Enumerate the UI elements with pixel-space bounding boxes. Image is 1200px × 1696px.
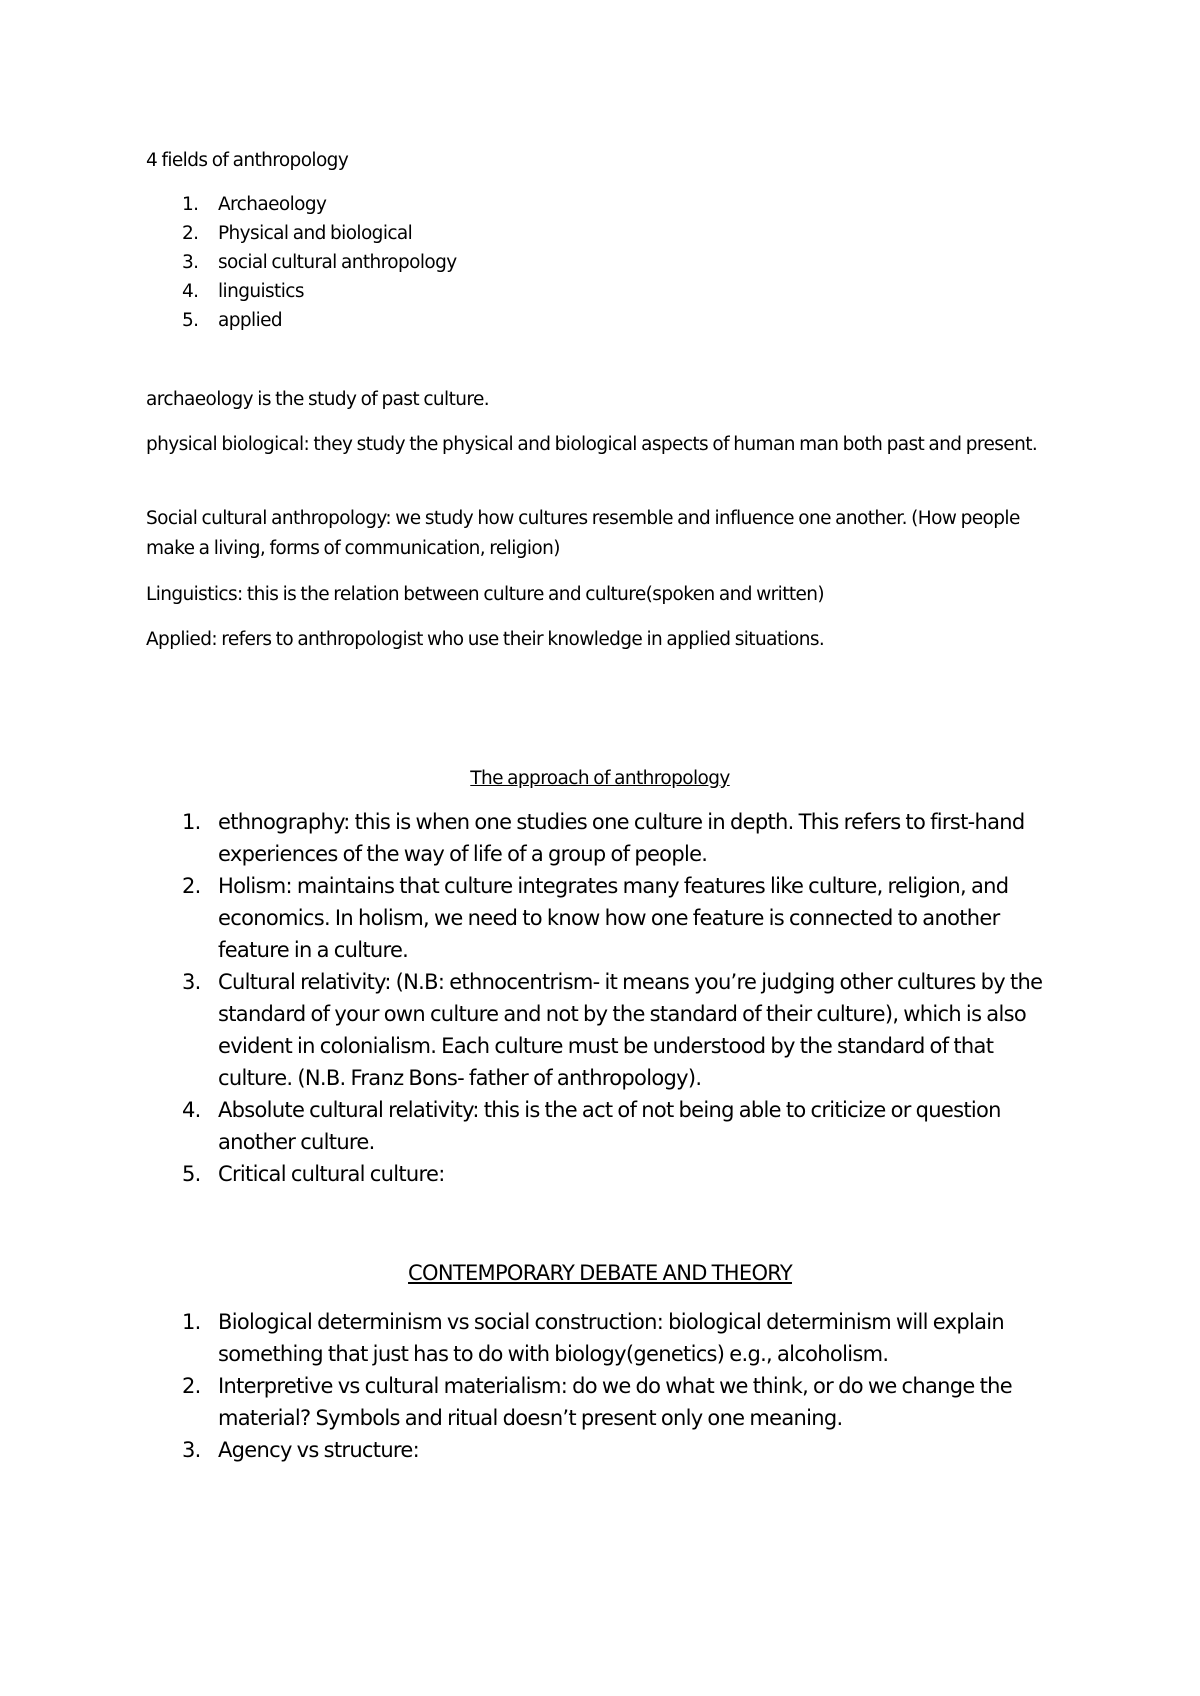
definition-physical: physical biological: they study the physical and biological aspects of human man both past and present.	[146, 434, 1038, 455]
list-number: 3.	[182, 970, 201, 994]
fields-heading: 4 fields of anthropology	[146, 150, 349, 171]
list-number: 1.	[182, 194, 199, 215]
list-number: 5.	[182, 1162, 201, 1186]
list-item	[146, 219, 457, 248]
list-number: 2.	[182, 874, 201, 898]
definition-linguistics: Linguistics: this is the relation between culture and culture(spoken and written)	[146, 584, 825, 605]
list-item-text: Holism: maintains that culture integrates many features like culture, religion, and economics. In holism, we need to know how one feature is connected to another feature in a culture.	[218, 874, 1009, 962]
list-item-text: Interpretive vs cultural materialism: do we do what we think, or do we change the material? Symbols and ritual doesn’t present only one meaning.	[218, 1374, 1012, 1430]
list-item	[146, 806, 1066, 870]
list-number: 3.	[182, 252, 199, 273]
list-number: 5.	[182, 310, 199, 331]
list-item	[146, 1434, 1066, 1466]
list-number: 1.	[182, 1310, 201, 1334]
list-item-text: Critical cultural culture:	[218, 1162, 445, 1186]
list-number: 3.	[182, 1438, 201, 1462]
definition-social-cultural: Social cultural anthropology: we study how cultures resemble and influence one another. (How people make a living, forms of communication, religion)	[146, 508, 1020, 559]
list-number: 4.	[182, 281, 199, 302]
list-item-text: applied	[218, 310, 283, 331]
list-item-text: Biological determinism vs social construction: biological determinism will explain something that just has to do with biology(genetics) e.g., alcoholism.	[218, 1310, 1005, 1366]
list-number: 4.	[182, 1098, 201, 1122]
list-item	[146, 248, 457, 277]
fields-list	[146, 190, 457, 335]
list-item	[146, 277, 457, 306]
list-item	[146, 1158, 1066, 1190]
list-number: 2.	[182, 1374, 201, 1398]
list-item	[146, 1306, 1066, 1370]
list-item-text: Archaeology	[218, 194, 327, 215]
list-item-text: Absolute cultural relativity: this is the act of not being able to criticize or question another culture.	[218, 1098, 1001, 1154]
list-item-text: linguistics	[218, 281, 304, 302]
list-item	[146, 870, 1066, 966]
approach-list	[146, 806, 1066, 1190]
list-item-text: Physical and biological	[218, 223, 413, 244]
debate-list	[146, 1306, 1066, 1466]
debate-title: CONTEMPORARY DEBATE AND THEORY	[408, 1261, 792, 1285]
list-item	[146, 1370, 1066, 1434]
list-item-text: social cultural anthropology	[218, 252, 457, 273]
approach-title: The approach of anthropology	[470, 768, 730, 789]
definition-archaeology: archaeology is the study of past culture.	[146, 389, 490, 410]
list-item	[146, 306, 457, 335]
definition-applied: Applied: refers to anthropologist who use their knowledge in applied situations.	[146, 629, 825, 650]
list-item	[146, 1094, 1066, 1158]
list-item	[146, 190, 457, 219]
list-item-text: Agency vs structure:	[218, 1438, 419, 1462]
list-item-text: ethnography: this is when one studies one culture in depth. This refers to first-hand experiences of the way of life of a group of people.	[218, 810, 1025, 866]
list-item	[146, 966, 1066, 1094]
list-item-text: Cultural relativity: (N.B: ethnocentrism- it means you’re judging other cultures by the standard of your own culture and not by the standard of their culture), which is also evident in colonialism. Each culture must be understood by the standard of that culture. (N.B. Franz Bons- father of anthropology).	[218, 970, 1043, 1090]
list-number: 1.	[182, 810, 201, 834]
list-number: 2.	[182, 223, 199, 244]
